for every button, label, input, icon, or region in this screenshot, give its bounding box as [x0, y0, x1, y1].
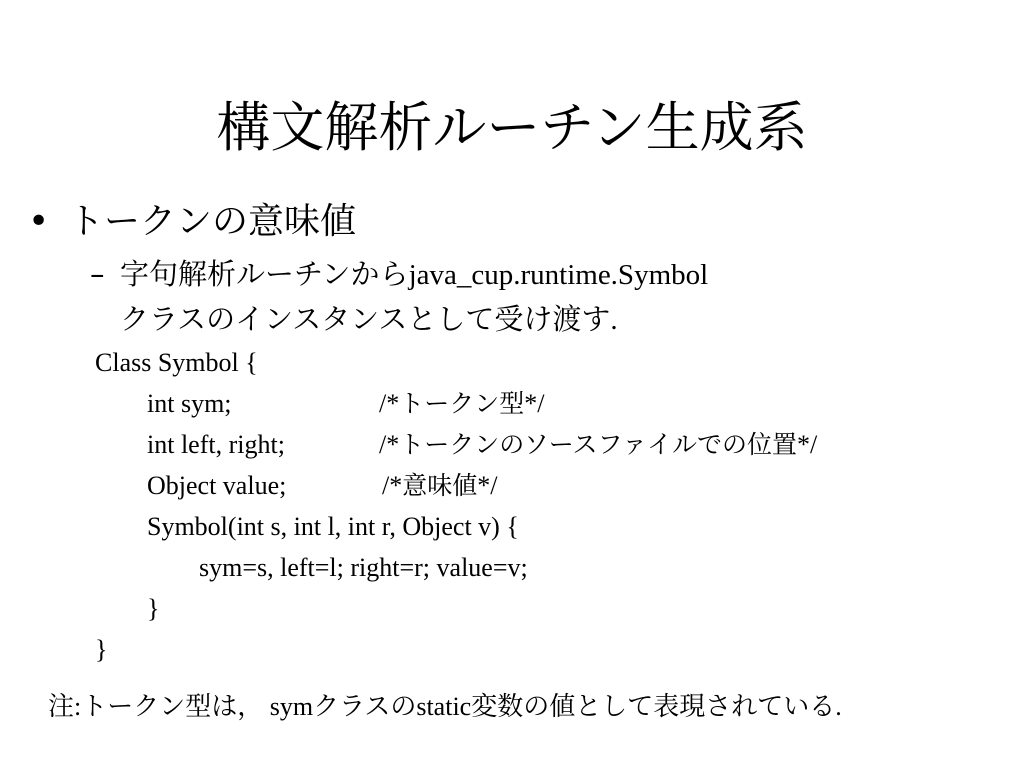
- bullet-item: [28, 200, 356, 243]
- sub-bullet-text-line2: クラスのインスタンスとして受け渡す: [120, 302, 611, 336]
- sub-bullet-marker: –: [90, 257, 105, 291]
- code-line: [95, 465, 528, 506]
- code-block: [95, 342, 818, 670]
- code-comment: /*トークンのソースファイルでの位置*/: [379, 430, 818, 459]
- code-comment: /*意味値*/: [382, 471, 498, 500]
- code-line: [95, 383, 545, 424]
- sub-bullet-period: .: [610, 304, 618, 336]
- code-line: }: [95, 635, 108, 664]
- sub-bullet-class-name: java_cup.runtime.Symbol: [408, 259, 709, 291]
- code-text: int sym;: [147, 389, 232, 418]
- code-line: sym=s, left=l; right=r; value=v;: [199, 553, 528, 582]
- sub-bullet-item: [90, 252, 708, 342]
- code-text: int left, right;: [147, 430, 285, 459]
- code-line: [95, 424, 818, 465]
- sub-bullet-text-jp: 字句解析ルーチンから: [120, 257, 409, 291]
- bullet-marker: •: [28, 201, 50, 242]
- code-line: Class Symbol {: [95, 348, 258, 377]
- code-line: Symbol(int s, int l, int r, Object v) {: [147, 512, 519, 541]
- code-line: }: [147, 594, 160, 623]
- code-text: Object value;: [147, 471, 287, 500]
- bullet-text: トークンの意味値: [68, 201, 357, 242]
- slide-title: 構文解析ルーチン生成系: [216, 96, 808, 159]
- footnote: 注:トークン型は， symクラスのstatic変数の値として表現されている.: [48, 692, 842, 722]
- code-comment: /*トークン型*/: [379, 389, 545, 418]
